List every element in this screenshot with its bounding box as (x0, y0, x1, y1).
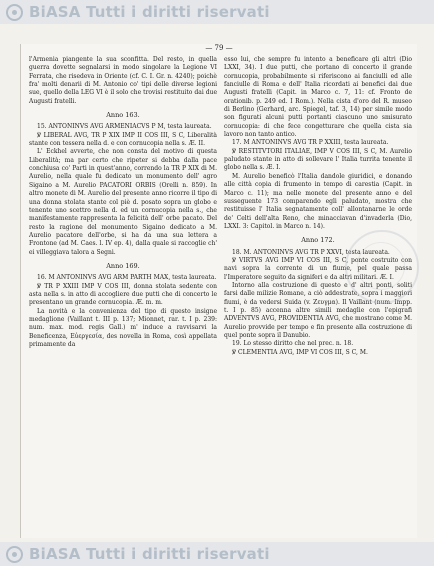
coin-entry: 15. ANTONINVS AVG ARMENIACVS P M, testa laureata. (37, 123, 212, 131)
coin-reverse: ℣ RESTITVTORI ITALIAE, IMP V COS III, S C, M. Aurelio paludato stante in atto di sollevare l' Italia turrita tenente il globo nella s. Æ. I. (224, 147, 412, 172)
coin-entry: 16. M ANTONINVS AVG ARM PARTH MAX, testa laureata. (37, 274, 217, 282)
coin-reverse: ℣ VIRTVS AVG IMP VI COS III, S C, ponte costruito con navi sopra la corrente di un fiume, pel quale passa l'Imperatore seguito da signiferi e da altri militari. Æ. I. (224, 256, 412, 281)
paragraph: Intorno alla costruzione di questo e d' altri ponti, soliti farsi dalle milizie Romane, a ciò addestrate, sopra i maggiori fiumi, è da vedersi Suida (v. Ζευγμα). Il Vaillant (num. Impp. t. I p. 85) accenna altre simili medaglie con l'epigrafi ADVENTVS AVG, PROVIDENTIA AVG, che mostrano come M. Aurelio provvide per tempo e fin presente alla costruzione di quel ponte sopra il Danubio. (224, 281, 412, 339)
coin-entry: 19. Lo stesso diritto che nel prec. n. 18. (232, 340, 354, 348)
coin-entry: 17. M ANTONINVS AVG TR P XXIII, testa laureata. (232, 139, 389, 147)
year-heading: Anno 172. (301, 236, 335, 245)
coin-reverse: ℣ LIBERAL AVG, TR P XIX IMP II COS III, S C, Liberalità stante con tessera nella d. e con cornucopia nella s. Æ. II. (29, 131, 217, 148)
year-heading: Anno 169. (106, 261, 140, 270)
paragraph: l'Armenia piangente la sua sconfitta. Del resto, in quella guerra dovette segnalarsi in modo singolare la Legione VI Ferrata, che risedeva in Oriente (cf. C. I. Gr. n. 4240); poichè fra' molti denarii di M. Antonio co' tipi delle diverse legioni sue, quello della LEG VI è il solo che trovisi restituito dai due Augusti fratelli. (29, 56, 217, 105)
left-column (29, 56, 217, 349)
paragraph: M. Aurelio beneficò l'Italia dandole giuridici, e donando alle città copia di frumento in tempo di carestia (Capit. in Marco c. 11); ma nelle monete del presente anno e del susseguente 173 comparendo egli paludato, mostra che restituisse l' Italia segnatamente coll' allontanarne le orde de' Celti dell'alta Reno, che minacciavan d'invaderla (Dio, LXXI. 3: Capitol. in Marco n. 14). (224, 172, 412, 230)
watermark-banner-top (0, 0, 434, 24)
right-column (224, 56, 412, 357)
year-heading: Anno 163. (106, 111, 140, 120)
coin-entry: 18. M. ANTONINVS AVG TR P XXVI, testa laureata. (232, 248, 390, 256)
library-logo-icon (6, 546, 23, 563)
paragraph: L' Eckhel avverte, che non consta del motivo di questa Liberalità; ma par certo che ripeter si debba dalla pace conchiusa co' Parti in quest'anno, correndo la TR P XIX di M. Aurelio, nella quale fu dedicato un monumento dell' agro Sigaino a M. Aurelio PACATORI ORBIS (Orelli n. 859). In altro monete di M. Aurelio del presente anno ricorre il tipo di una donna stolata stante col piè d. posato sopra un globo e tenente uno scettro nella d. ed un cornucopia nella s., che manifestamente rappresenta la felicità dell' orbe pacato. Del resto la ragione del monumento Sigaino dedicato a M. Aurelio pacatore dell'orbe, si ha da una sua lettera a Frontone (ad M. Caes. l. IV ep. 4), dalla quale si raccoglie ch' ei villeggiava talora a Segni. (29, 148, 217, 256)
coin-reverse: ℣ CLEMENTIA AVG, IMP VI COS III, S C, M. (232, 348, 368, 356)
coin-reverse: ℣ TR P XXIII IMP V COS III, donna stolata sedente con asta nella s. in atto di accogliere due putti che di concerto le presentano un grande cornucopia. Æ. m. m. (29, 282, 217, 307)
library-logo-icon (6, 4, 23, 21)
paragraph: esso lui, che sempre fu intento a beneficare gli altri (Dio LXXI, 34). I due putti, che portano di concerto il grande cornucopia, probabilmente si riferiscono ai fanciulli ed alle fanciulle di Roma e dell' Italia ricordati ai benefici dai due Augusti fratelli (Capit. in Marco c. 7, 11: cf. Fronto de orationib. p. 249 ed. I Rom.). Nella cista d'oro del R. museo di Berlino (Gerhard, arc. Spiegel, taf. 3, 14) per simile modo son figurati alcuni putti portanti ciascuno uno smisurato cornucopia: di che fece congetturare che quella cista sia lavoro non tanto antico. (224, 56, 412, 139)
watermark-text: BiASA Tutti i diritti riservati (29, 3, 270, 21)
watermark-text: BiASA Tutti i diritti riservati (29, 545, 270, 563)
page-number: — 79 — (205, 44, 233, 52)
watermark-banner-bottom (0, 542, 434, 566)
paragraph: La novità e la convenienza del tipo di questo insigne medaglione (Vaillant t. III p. 137; Mionnet, rar. t. I p. 239: num. max. mod. regis Gall.) m' induce a ravvisarvi la Beneficenza, Εὐεργεσία, des novella in Roma, così appellata primamente da (29, 307, 217, 348)
watermark-seal-icon (345, 230, 419, 304)
